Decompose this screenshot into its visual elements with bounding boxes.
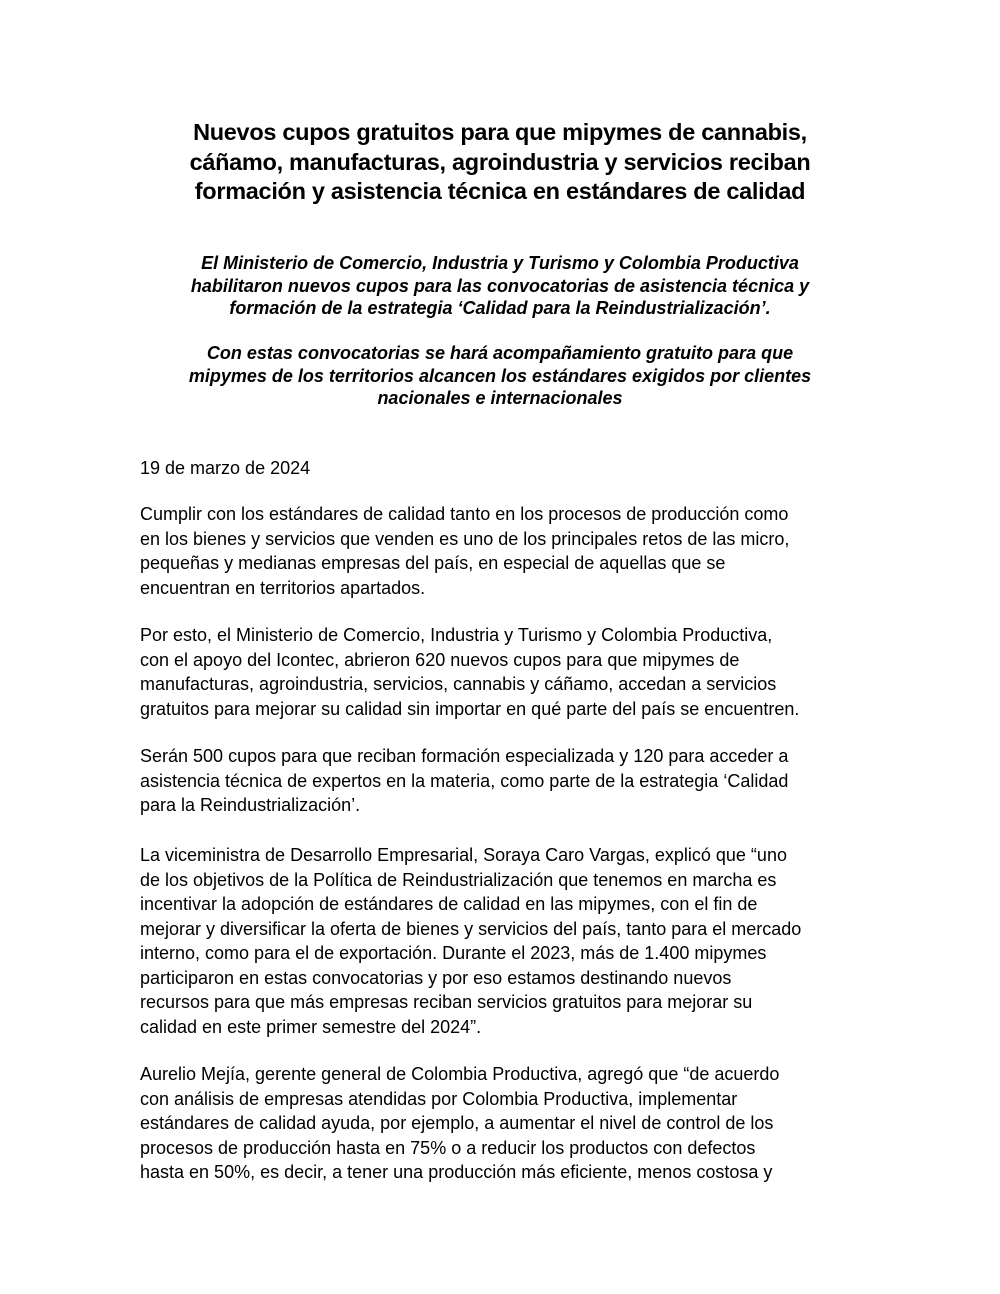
subtitle-line: Con estas convocatorias se hará acompañamiento gratuito para que: [206, 343, 794, 363]
body-paragraph-2: [140, 623, 865, 721]
paragraph-line: pequeñas y medianas empresas del país, en especial de aquellas que se: [140, 553, 726, 573]
title-line: cáñamo, manufacturas, agroindustria y servicios reciban: [189, 148, 811, 175]
document-title: [140, 118, 860, 207]
paragraph-line: interno, como para el de exportación. Durante el 2023, más de 1.400 mipymes: [140, 943, 767, 963]
subtitle-line: nacionales e internacionales: [377, 388, 623, 408]
paragraph-line: mejorar y diversificar la oferta de bienes y servicios del país, tanto para el mercado: [140, 918, 802, 939]
body-paragraph-3: [140, 744, 865, 818]
paragraph-line: para la Reindustrialización’.: [140, 795, 361, 815]
subtitle-line: formación de la estrategia ‘Calidad para la Reindustrialización’.: [229, 298, 771, 318]
paragraph-line: Cumplir con los estándares de calidad tanto en los procesos de producción como: [140, 504, 789, 524]
paragraph-line: La viceministra de Desarrollo Empresarial, Soraya Caro Vargas, explicó que “uno: [140, 845, 787, 865]
date-text: 19 de marzo de 2024: [140, 458, 311, 478]
body-paragraph-5: [140, 1062, 865, 1185]
paragraph-line: Aurelio Mejía, gerente general de Colombia Productiva, agregó que “de acuerdo: [140, 1064, 780, 1084]
paragraph-line: Serán 500 cupos para que reciban formación especializada y 120 para acceder a: [140, 746, 789, 766]
title-line: formación y asistencia técnica en estándares de calidad: [194, 178, 806, 204]
paragraph-line: calidad en este primer semestre del 2024”.: [140, 1016, 482, 1037]
paragraph-line: incentivar la adopción de estándares de calidad en las mipymes, con el fin de: [140, 894, 758, 914]
paragraph-line: asistencia técnica de expertos en la materia, como parte de la estrategia ‘Calidad: [140, 770, 789, 791]
paragraph-line: procesos de producción hasta en 75% o a reducir los productos con defectos: [140, 1137, 756, 1158]
paragraph-line: gratuitos para mejorar su calidad sin importar en qué parte del país se encuentren.: [140, 698, 800, 719]
paragraph-line: participaron en estas convocatorias y por eso estamos destinando nuevos: [140, 967, 732, 988]
subtitle-line: mipymes de los territorios alcancen los estándares exigidos por clientes: [188, 365, 812, 386]
subtitle-line: habilitaron nuevos cupos para las convocatorias de asistencia técnica y: [190, 275, 810, 296]
body-paragraph-4: [140, 843, 865, 1039]
paragraph-line: de los objetivos de la Política de Reindustrialización que tenemos en marcha es: [140, 869, 777, 890]
paragraph-line: encuentran en territorios apartados.: [140, 577, 426, 598]
title-line: Nuevos cupos gratuitos para que mipymes de cannabis,: [193, 119, 807, 145]
paragraph-line: estándares de calidad ayuda, por ejemplo, a aumentar el nivel de control de los: [140, 1113, 774, 1133]
paragraph-line: en los bienes y servicios que venden es uno de los principales retos de las micro,: [140, 528, 790, 549]
paragraph-line: con el apoyo del Icontec, abrieron 620 nuevos cupos para que mipymes de: [140, 649, 740, 670]
paragraph-line: con análisis de empresas atendidas por Colombia Productiva, implementar: [140, 1088, 738, 1109]
subtitle-lead: [140, 252, 860, 320]
paragraph-line: Por esto, el Ministerio de Comercio, Industria y Turismo y Colombia Productiva,: [140, 625, 773, 645]
paragraph-line: manufacturas, agroindustria, servicios, cannabis y cáñamo, accedan a servicios: [140, 674, 777, 694]
body-paragraph-1: [140, 502, 865, 600]
paragraph-line: hasta en 50%, es decir, a tener una producción más eficiente, menos costosa y: [140, 1162, 773, 1182]
subtitle-line: El Ministerio de Comercio, Industria y Turismo y Colombia Productiva: [201, 253, 799, 273]
publication-date: [140, 456, 865, 481]
subtitle-secondary: [140, 342, 860, 410]
paragraph-line: recursos para que más empresas reciban servicios gratuitos para mejorar su: [140, 992, 753, 1012]
